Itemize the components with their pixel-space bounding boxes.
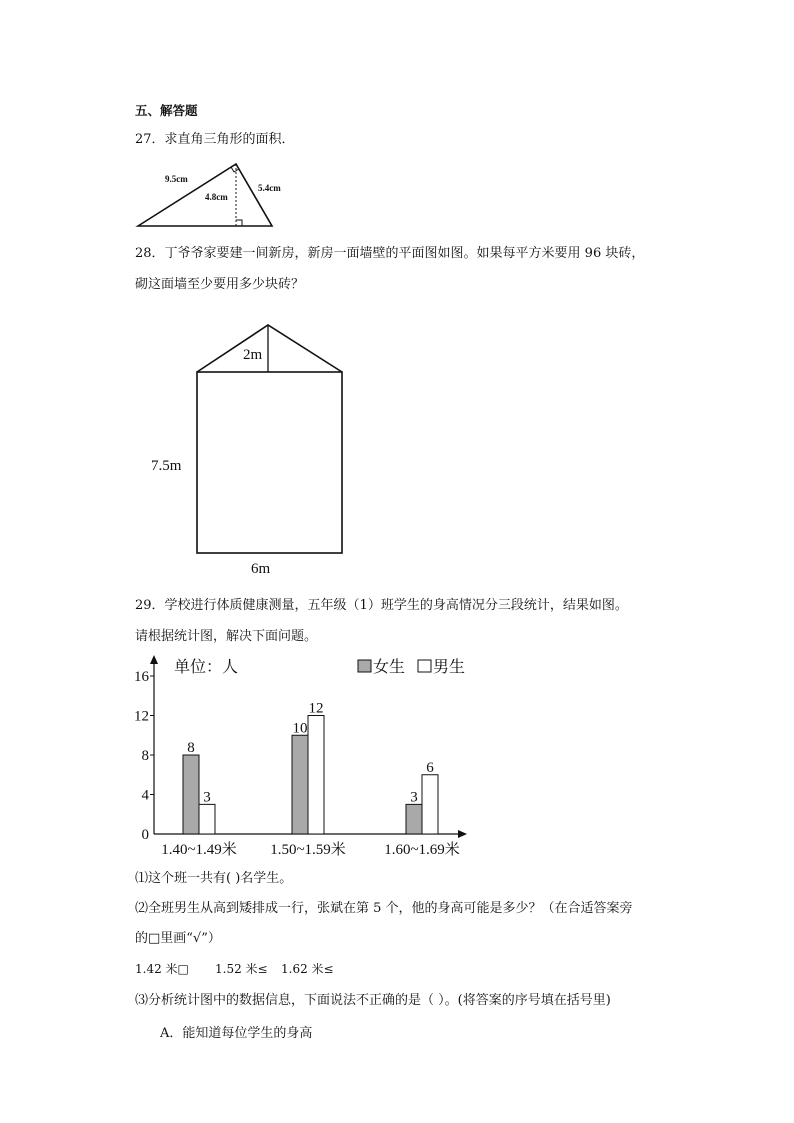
bar-value-label: 6	[426, 759, 434, 776]
label-wall-height: 7.5m	[151, 458, 182, 474]
bar-boys	[422, 775, 438, 834]
category-label: 1.50~1.59米	[270, 842, 346, 858]
q29-line1: 29．学校进行体质健康测量，五年级（1）班学生的身高情况分三段统计，结果如图。	[135, 598, 628, 613]
wall-rectangle	[197, 372, 342, 553]
right-angle-mark-bottom	[236, 220, 242, 226]
height-bar-chart	[130, 652, 475, 862]
q28-line1: 28．丁爷爷家要建一间新房，新房一面墙壁的平面图如图。如果每平方米要用 96 块砖，	[135, 246, 645, 261]
bar-value-label: 12	[308, 700, 324, 717]
y-tick-label: 8	[141, 748, 149, 764]
roof-triangle	[197, 325, 342, 372]
y-tick-label: 4	[141, 787, 149, 804]
option-1-62[interactable]: 1.62 米≤	[281, 962, 334, 976]
q29-sub2-line1: ⑵全班男生从高到矮排成一行，张斌在第 5 个，他的身高可能是多少？（在合适答案旁	[135, 901, 633, 916]
legend-label: 女生	[373, 659, 406, 676]
label-hypotenuse: 9.5cm	[165, 174, 188, 184]
legend-label: 男生	[433, 659, 466, 676]
q29-option-a: A．能知道每位学生的身高	[160, 1026, 313, 1041]
label-roof-height: 2m	[243, 347, 263, 363]
bar-boys	[308, 716, 324, 835]
label-height: 4.8cm	[205, 192, 228, 202]
label-wall-width: 6m	[251, 561, 271, 577]
bar-value-label: 8	[187, 740, 195, 756]
bar-value-label: 10	[292, 720, 308, 737]
y-tick-label: 12	[134, 708, 149, 725]
q29-line2: 请根据统计图，解决下面问题。	[135, 629, 318, 644]
y-axis-arrow	[150, 655, 158, 664]
section-title: 五、解答题	[135, 103, 198, 118]
option-1-52[interactable]: 1.52 米≤	[215, 962, 268, 976]
option-1-42[interactable]: 1.42 米□	[135, 962, 189, 976]
chart-unit-label: 单位：人	[174, 659, 239, 676]
category-label: 1.40~1.49米	[161, 842, 237, 858]
q27-text: 27．求直角三角形的面积．	[135, 132, 295, 147]
right-triangle-figure	[135, 158, 300, 230]
y-tick-label: 16	[134, 669, 149, 685]
q28-line2: 砌这面墙至少要用多少块砖？	[135, 277, 305, 292]
y-tick-label: 0	[141, 827, 149, 843]
legend-swatch	[418, 660, 431, 672]
bar-girls	[292, 735, 308, 834]
label-right-side: 5.4cm	[258, 183, 281, 193]
q29-sub3: ⑶分析统计图中的数据信息，下面说法不正确的是（ ）。(将答案的序号填在括号里)	[135, 993, 611, 1008]
legend-swatch	[358, 660, 371, 672]
bar-girls	[183, 755, 199, 834]
bar-boys	[199, 804, 215, 834]
q29-sub2-line2: 的□里画“√”）	[135, 931, 221, 946]
bar-value-label: 3	[203, 789, 211, 806]
bar-girls	[406, 804, 422, 834]
wall-plan-figure	[140, 318, 380, 580]
q29-sub1: ⑴这个班一共有( )名学生。	[135, 871, 293, 886]
bar-value-label: 3	[410, 789, 418, 806]
x-axis-arrow	[458, 830, 467, 838]
category-label: 1.60~1.69米	[384, 842, 460, 858]
